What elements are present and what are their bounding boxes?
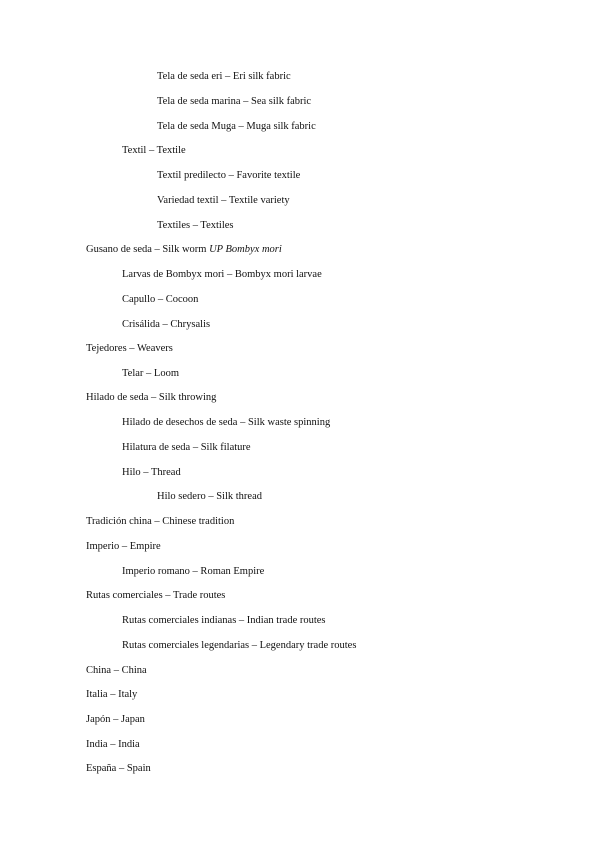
term-entry-silk-filature: Hilatura de seda – Silk filature	[122, 442, 251, 453]
term-entry-chinese-tradition: Tradición china – Chinese tradition	[86, 516, 235, 527]
term-entry-weavers: Tejedores – Weavers	[86, 343, 173, 354]
term-entry-silk-waste-spinning: Hilado de desechos de seda – Silk waste spinning	[122, 417, 331, 428]
term-entry-cocoon: Capullo – Cocoon	[122, 294, 199, 305]
term-entry-roman-empire: Imperio romano – Roman Empire	[122, 566, 265, 577]
term-entry-empire: Imperio – Empire	[86, 541, 161, 552]
term-entry-silk-thread: Hilo sedero – Silk thread	[157, 491, 262, 502]
term-entry-bombyx-mori-larvae: Larvas de Bombyx mori – Bombyx mori larvae	[122, 269, 322, 280]
term-entry-thread: Hilo – Thread	[122, 467, 181, 478]
term-entry-loom: Telar – Loom	[122, 368, 179, 379]
term-entry-italy: Italia – Italy	[86, 689, 138, 700]
term-entry-textile: Textil – Textile	[122, 145, 186, 156]
term-entry-silk-throwing: Hilado de seda – Silk throwing	[86, 392, 217, 403]
term-entry-spain: España – Spain	[86, 763, 151, 774]
term-entry-silk-worm: Gusano de seda – Silk worm UP Bombyx mori	[86, 244, 282, 255]
term-entry-legendary-trade-routes: Rutas comerciales legendarias – Legendary trade routes	[122, 640, 357, 651]
term-entry-textiles: Textiles – Textiles	[157, 220, 234, 231]
term-entry-muga-silk-fabric: Tela de seda Muga – Muga silk fabric	[157, 121, 316, 132]
term-entry-trade-routes: Rutas comerciales – Trade routes	[86, 590, 226, 601]
term-entry-indian-trade-routes: Rutas comerciales indianas – Indian trade routes	[122, 615, 326, 626]
term-entry-india: India – India	[86, 739, 140, 750]
term-entry-sea-silk-fabric: Tela de seda marina – Sea silk fabric	[157, 96, 312, 107]
use-for-note: UP Bombyx mori	[209, 244, 282, 255]
term-entry-textile-variety: Variedad textil – Textile variety	[157, 195, 290, 206]
term-entry-china: China – China	[86, 665, 147, 676]
term-entry-chrysalis: Crisálida – Chrysalis	[122, 319, 211, 330]
term-entry-favorite-textile: Textil predilecto – Favorite textile	[157, 170, 301, 181]
term-entry-eri-silk-fabric: Tela de seda eri – Eri silk fabric	[157, 71, 291, 82]
term-entry-japan: Japón – Japan	[86, 714, 145, 725]
